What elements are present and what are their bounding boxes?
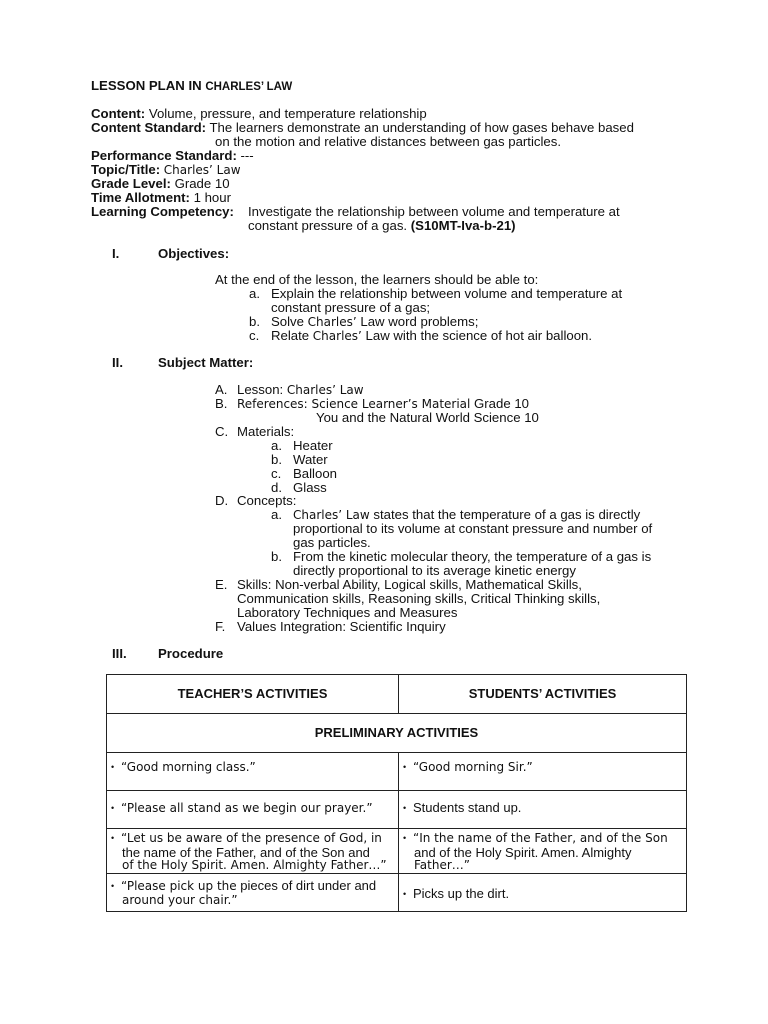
- table-row: [107, 829, 687, 874]
- table-row: [107, 874, 687, 912]
- content-line: Content: Volume, pressure, and temperature relationship: [91, 106, 427, 121]
- procedure-table: [106, 674, 687, 912]
- section-number-subject: II.: [112, 355, 123, 370]
- content-standard-line2: on the motion and relative distances between gas particles.: [215, 134, 562, 149]
- subject-lesson: A. Lesson: Charles’ Law: [215, 382, 364, 397]
- objective-item-b: b. Solve Charles’ Law word problems;: [249, 314, 479, 329]
- subject-concepts: D. Concepts:: [215, 493, 297, 508]
- material-item: c. Balloon: [271, 466, 337, 481]
- section-title-subject: Subject Matter:: [158, 355, 254, 370]
- teacher-activity: • “Please all stand as we begin our prayer.”: [107, 791, 399, 829]
- concept-item-a-line2: proportional to its volume at constant pressure and number of: [293, 521, 653, 536]
- table-header-row: [107, 675, 687, 714]
- objective-item-a: a. Explain the relationship between volume and temperature at: [249, 286, 623, 301]
- concept-item-b-line2: directly proportional to its average kinetic energy: [293, 563, 576, 578]
- page-title: LESSON PLAN IN CHARLES’ LAW: [91, 78, 293, 93]
- material-item: a. Heater: [271, 438, 333, 453]
- section-title-objectives: Objectives:: [158, 246, 230, 261]
- learning-competency-line: Learning Competency:: [91, 204, 234, 219]
- column-header-students: STUDENTS’ ACTIVITIES: [399, 675, 687, 714]
- student-activity: • “Good morning Sir.”: [399, 753, 687, 791]
- grade-level-line: Grade Level: Grade 10: [91, 176, 230, 191]
- material-item: b. Water: [271, 452, 328, 467]
- subject-skills-line2: Communication skills, Reasoning skills, Critical Thinking skills,: [237, 591, 601, 606]
- learning-competency-text: Investigate the relationship between volume and temperature at: [248, 204, 620, 219]
- objective-item-a-line2: constant pressure of a gas;: [271, 300, 431, 315]
- objectives-intro: At the end of the lesson, the learners should be able to:: [215, 272, 539, 287]
- student-activity: • Students stand up.: [399, 791, 687, 829]
- subject-materials: C. Materials:: [215, 424, 295, 439]
- performance-standard-line: Performance Standard: ---: [91, 148, 254, 163]
- teacher-activity: • “Good morning class.”: [107, 753, 399, 791]
- content-standard-line: Content Standard: The learners demonstrate an understanding of how gases behave based: [91, 120, 634, 135]
- table-row: [107, 791, 687, 829]
- column-header-teacher: TEACHER’S ACTIVITIES: [107, 675, 399, 714]
- concept-item-b: b. From the kinetic molecular theory, the temperature of a gas is: [271, 549, 652, 564]
- material-item: d. Glass: [271, 480, 327, 495]
- teacher-activity: • “Please pick up the pieces of dirt under and around your chair.”: [107, 874, 399, 912]
- section-number-objectives: I.: [112, 246, 120, 261]
- table-row: [107, 753, 687, 791]
- topic-line: Topic/Title: Charles’ Law: [91, 162, 241, 177]
- subject-values: F. Values Integration: Scientific Inquiry: [215, 619, 446, 634]
- concept-item-a-line3: gas particles.: [293, 535, 371, 550]
- subject-references: B. References: Science Learner’s Material Grade 10: [215, 396, 530, 411]
- concept-item-a: a. Charles’ Law states that the temperature of a gas is directly: [271, 507, 641, 522]
- section-number-procedure: III.: [112, 646, 127, 661]
- table-section-row: [107, 714, 687, 753]
- preliminary-activities-heading: PRELIMINARY ACTIVITIES: [107, 714, 687, 753]
- subject-skills: E. Skills: Non-verbal Ability, Logical skills, Mathematical Skills,: [215, 577, 582, 592]
- section-title-procedure: Procedure: [158, 646, 224, 661]
- time-allotment-line: Time Allotment: 1 hour: [91, 190, 231, 205]
- student-activity: • Picks up the dirt.: [399, 874, 687, 912]
- objective-item-c: c. Relate Charles’ Law with the science of hot air balloon.: [249, 328, 593, 343]
- teacher-activity: • “Let us be aware of the presence of God, in the name of the Father, and of the Son and of the Holy Spirit. Amen. Almighty Father…”: [107, 829, 399, 874]
- subject-references-line2: You and the Natural World Science 10: [316, 410, 539, 425]
- subject-skills-line3: Laboratory Techniques and Measures: [237, 605, 458, 620]
- learning-competency-line2: constant pressure of a gas. (S10MT-Iva-b-21): [248, 218, 516, 233]
- student-activity: • “In the name of the Father, and of the Son and of the Holy Spirit. Amen. Almighty Father…”: [399, 829, 687, 874]
